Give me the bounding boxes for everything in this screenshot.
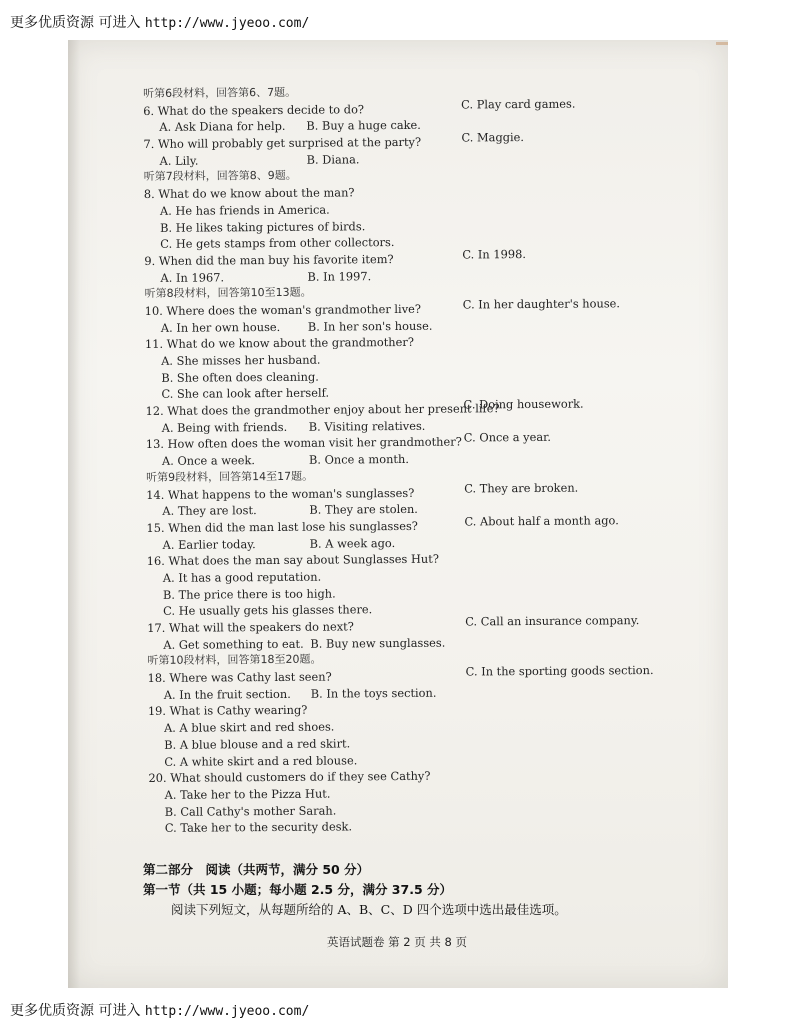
bottom-banner: [10, 1000, 309, 1020]
option-a: A. In her own house.: [160, 319, 281, 335]
question-stem: 19. What is Cathy wearing?: [147, 703, 308, 719]
option-b: B. Diana.: [306, 152, 360, 167]
option-b: B. In the toys section.: [310, 685, 437, 701]
option-b: B. She often does cleaning.: [161, 369, 319, 385]
option-a: A. Ask Diana for help.: [159, 119, 286, 135]
option-c: C. He gets stamps from other collectors.: [160, 235, 395, 252]
section-header: 听第6段材料，回答第6、7题。: [143, 85, 297, 100]
question-stem: 14. What happens to the woman's sunglasses?: [146, 485, 415, 502]
paper-edge-mark: [716, 42, 728, 45]
option-a: A. They are lost.: [162, 503, 257, 519]
option-c: C. In the sporting goods section.: [465, 663, 654, 679]
option-a: A. He has friends in America.: [159, 202, 330, 218]
option-b: B. In 1997.: [307, 268, 372, 284]
option-c: C. Take her to the security desk.: [164, 819, 353, 836]
question-stem: 11. What do we know about the grandmother?: [144, 335, 414, 352]
section-header: 听第9段材料，回答第14至17题。: [146, 469, 314, 484]
option-b: B. Buy a huge cake.: [306, 118, 421, 134]
section-header: 听第7段材料，回答第8、9题。: [143, 169, 297, 184]
option-b: B. They are stolen.: [309, 502, 418, 517]
option-b: B. In her son's house.: [307, 318, 433, 334]
option-c: C. Call an insurance company.: [465, 613, 640, 629]
option-c: C. She can look after herself.: [161, 385, 330, 402]
option-c: C. In her daughter's house.: [462, 296, 621, 312]
option-c: C. Doing housework.: [463, 396, 584, 412]
option-a: A. A blue skirt and red shoes.: [163, 719, 335, 735]
option-b: B. The price there is too high.: [162, 586, 336, 602]
section-header: 听第8段材料，回答第10至13题。: [144, 285, 312, 301]
option-c: C. In 1998.: [462, 246, 527, 262]
option-b: B. Once a month.: [308, 452, 409, 467]
banner-label: 更多优质资源 可进入: [10, 1003, 141, 1019]
option-b: B. A week ago.: [309, 535, 396, 551]
option-b: B. He likes taking pictures of birds.: [160, 218, 366, 235]
option-a: A. It has a good reputation.: [162, 569, 322, 585]
option-a: A. In the fruit section.: [163, 686, 291, 702]
banner-url[interactable]: http://www.jyeoo.com/: [144, 16, 310, 31]
option-c: C. Play card games.: [461, 96, 576, 112]
option-c: C. A white skirt and a red blouse.: [164, 752, 358, 769]
option-a: A. She misses her husband.: [161, 352, 321, 368]
banner-label: 更多优质资源 可进入: [10, 15, 141, 31]
listening-section: [143, 82, 709, 837]
question-stem: 8. What do we know about the man?: [143, 185, 355, 202]
section-header: 听第10段材料，回答第18至20题。: [147, 652, 322, 668]
banner-url[interactable]: http://www.jyeoo.com/: [144, 1004, 310, 1019]
option-a: A. Being with friends.: [161, 419, 288, 435]
option-c: C. About half a month ago.: [464, 513, 619, 529]
question-stem: 20. What should customers do if they see Cathy?: [148, 768, 431, 786]
option-a: A. Once a week.: [161, 453, 256, 468]
page-footer: 英语试题卷 第 2 页 共 8 页: [326, 935, 468, 949]
question-stem: 9. When did the man buy his favorite item?: [144, 251, 394, 268]
option-c: C. Maggie.: [461, 130, 525, 145]
reading-part-header: [143, 860, 703, 920]
option-b: B. Call Cathy's mother Sarah.: [164, 803, 337, 819]
option-b: B. A blue blouse and a red skirt.: [164, 736, 351, 752]
question-stem: 6. What do the speakers decide to do?: [143, 101, 365, 118]
option-a: A. Earlier today.: [162, 536, 256, 552]
top-banner: [10, 12, 309, 32]
question-stem: 18. Where was Cathy last seen?: [147, 669, 332, 686]
option-c: C. Once a year.: [463, 430, 551, 445]
question-stem: 17. What will the speakers do next?: [147, 619, 354, 635]
option-a: A. Take her to the Pizza Hut.: [164, 786, 331, 802]
part2-title: 第二部分 阅读（共两节，满分 50 分）: [143, 862, 370, 877]
option-b: B. Buy new sunglasses.: [310, 635, 446, 651]
question-stem: 15. When did the man last lose his sunglasses?: [146, 518, 418, 535]
part2-instruction: 阅读下列短文，从每题所给的 A、B、C、D 四个选项中选出最佳选项。: [171, 902, 567, 917]
option-a: A. In 1967.: [160, 269, 225, 285]
question-stem: 13. How often does the woman visit her grandmother?: [145, 434, 462, 452]
question-stem: 10. Where does the woman's grandmother live?: [144, 301, 422, 318]
option-b: B. Visiting relatives.: [308, 418, 426, 434]
option-a: A. Lily.: [159, 153, 199, 168]
question-stem: 12. What does the grandmother enjoy about her present life?: [145, 401, 500, 419]
option-c: C. He usually gets his glasses there.: [163, 602, 373, 619]
option-c: C. They are broken.: [464, 480, 579, 495]
part2-subtitle: 第一节（共 15 小题；每小题 2.5 分，满分 37.5 分）: [143, 882, 452, 897]
question-stem: 7. Who will probably get surprised at the party?: [143, 134, 422, 152]
question-stem: 16. What does the man say about Sunglasses Hut?: [146, 551, 439, 569]
option-a: A. Get something to eat.: [163, 636, 304, 652]
